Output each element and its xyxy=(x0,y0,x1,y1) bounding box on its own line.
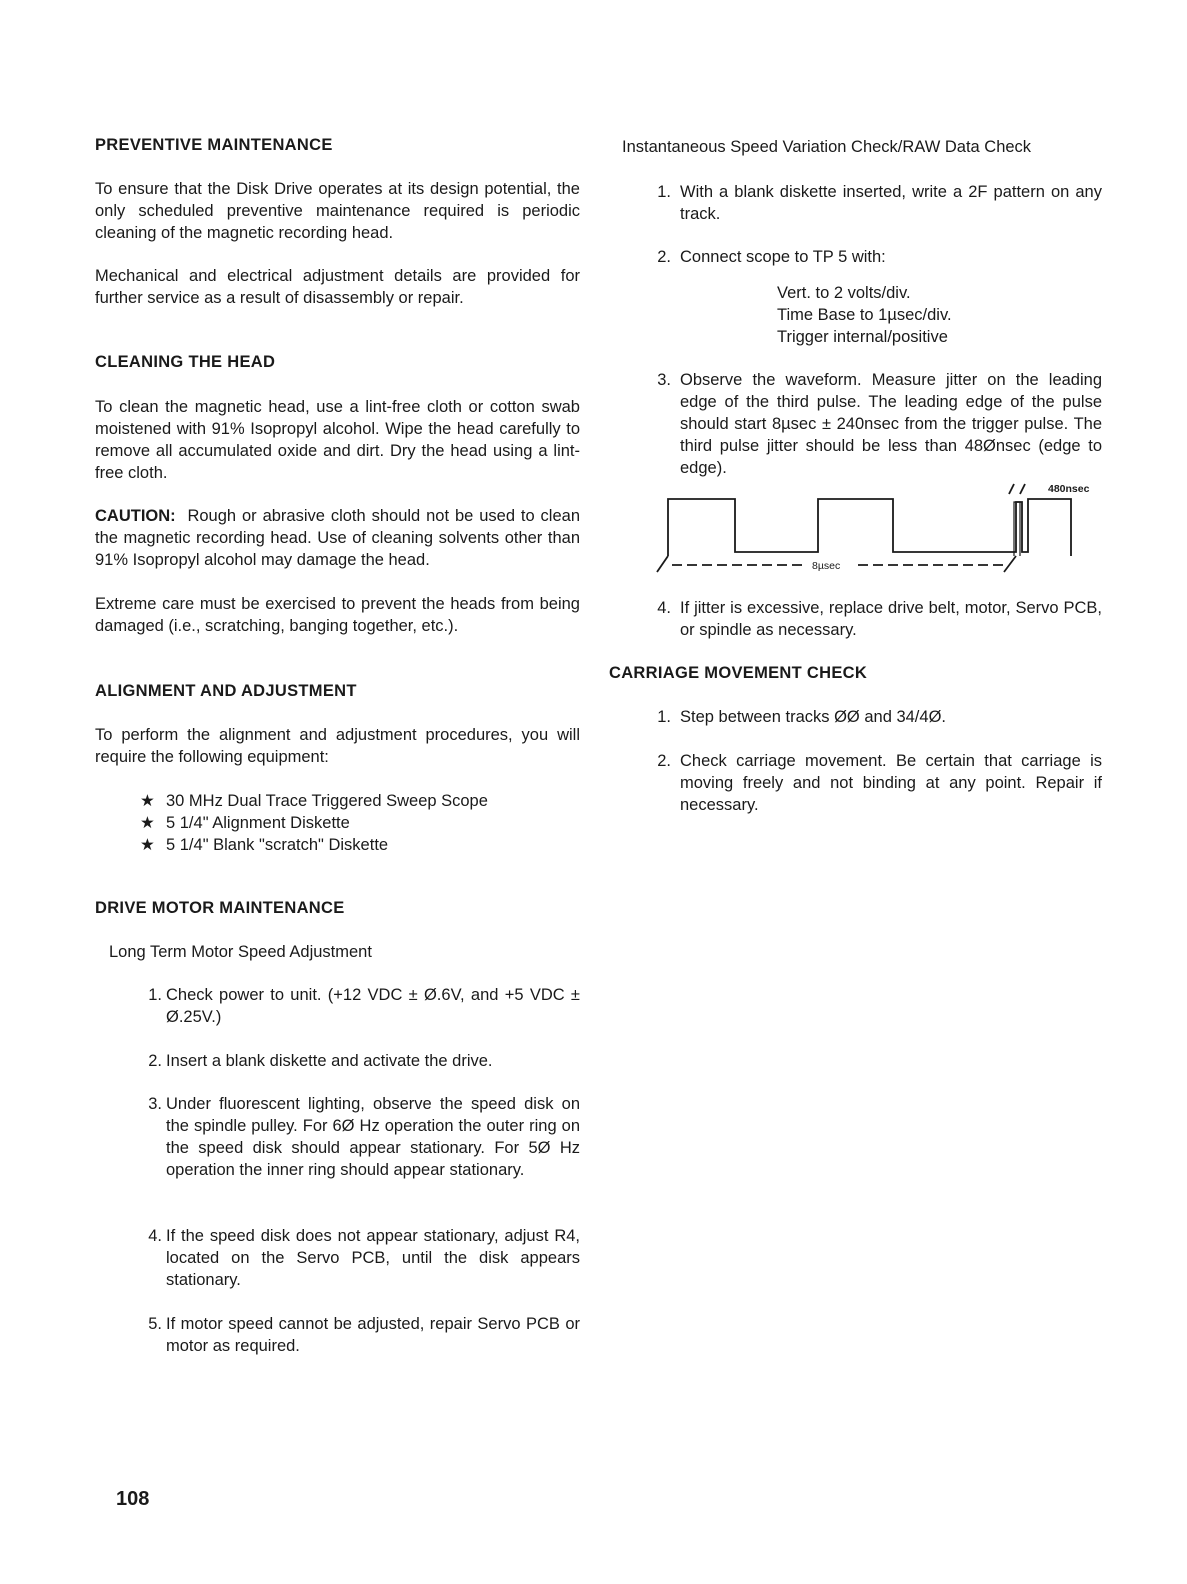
star-bullet-icon: ★ xyxy=(140,836,155,854)
waveform-diagram xyxy=(652,478,1112,578)
jitter-edge xyxy=(1014,502,1020,556)
cleaning-head-heading: CLEANING THE HEAD xyxy=(95,353,276,371)
alignment-heading: ALIGNMENT AND ADJUSTMENT xyxy=(95,682,357,700)
preventive-maintenance-heading: PREVENTIVE MAINTENANCE xyxy=(95,136,333,154)
jitter-label: 480nsec xyxy=(1048,483,1090,495)
preventive-paragraph-1: To ensure that the Disk Drive operates at its design potential, the only scheduled preventive maintenance required is periodic cleaning of the magnetic recording head. xyxy=(95,180,580,242)
marker-slash xyxy=(1020,484,1025,494)
caution-paragraph xyxy=(95,505,580,571)
marker-slash xyxy=(1009,484,1014,494)
cleaning-paragraph-1: To clean the magnetic head, use a lint-free cloth or cotton swab moistened with 91% Isopropyl alcohol. Wipe the head carefully to remove all accumulated oxide and dirt. Dry the head using a lint-free cloth. xyxy=(95,398,580,482)
alignment-intro: To perform the alignment and adjustment procedures, you will require the following equipment: xyxy=(95,726,580,766)
caution-text: Rough or abrasive cloth should not be used to clean the magnetic recording head. Use of cleaning solvents other than 91% Isopropyl alcohol may damage the head. xyxy=(95,507,581,569)
preventive-paragraph-2: Mechanical and electrical adjustment details are provided for further service as a result of disassembly or repair. xyxy=(95,267,580,307)
cleaning-paragraph-3: Extreme care must be exercised to prevent the heads from being damaged (i.e., scratching, banging together, etc.). xyxy=(95,595,580,635)
trigger-slash xyxy=(657,556,668,572)
carriage-heading: CARRIAGE MOVEMENT CHECK xyxy=(609,664,868,682)
jitter-slash xyxy=(1004,556,1016,572)
scope-setting: Trigger internal/positive xyxy=(777,328,948,346)
pulse-waveform xyxy=(668,499,1071,556)
speed-check-heading: Instantaneous Speed Variation Check/RAW Data Check xyxy=(622,138,1032,156)
scope-setting: Time Base to 1µsec/div. xyxy=(777,306,952,324)
caution-label: CAUTION: xyxy=(95,507,176,525)
motor-speed-subheading: Long Term Motor Speed Adjustment xyxy=(109,943,372,961)
star-bullet-icon: ★ xyxy=(140,814,155,832)
page-number: 108 xyxy=(116,1488,150,1510)
scope-setting: Vert. to 2 volts/div. xyxy=(777,284,911,302)
period-label: 8µsec xyxy=(812,560,841,572)
drive-motor-heading: DRIVE MOTOR MAINTENANCE xyxy=(95,899,345,917)
star-bullet-icon: ★ xyxy=(140,792,155,810)
